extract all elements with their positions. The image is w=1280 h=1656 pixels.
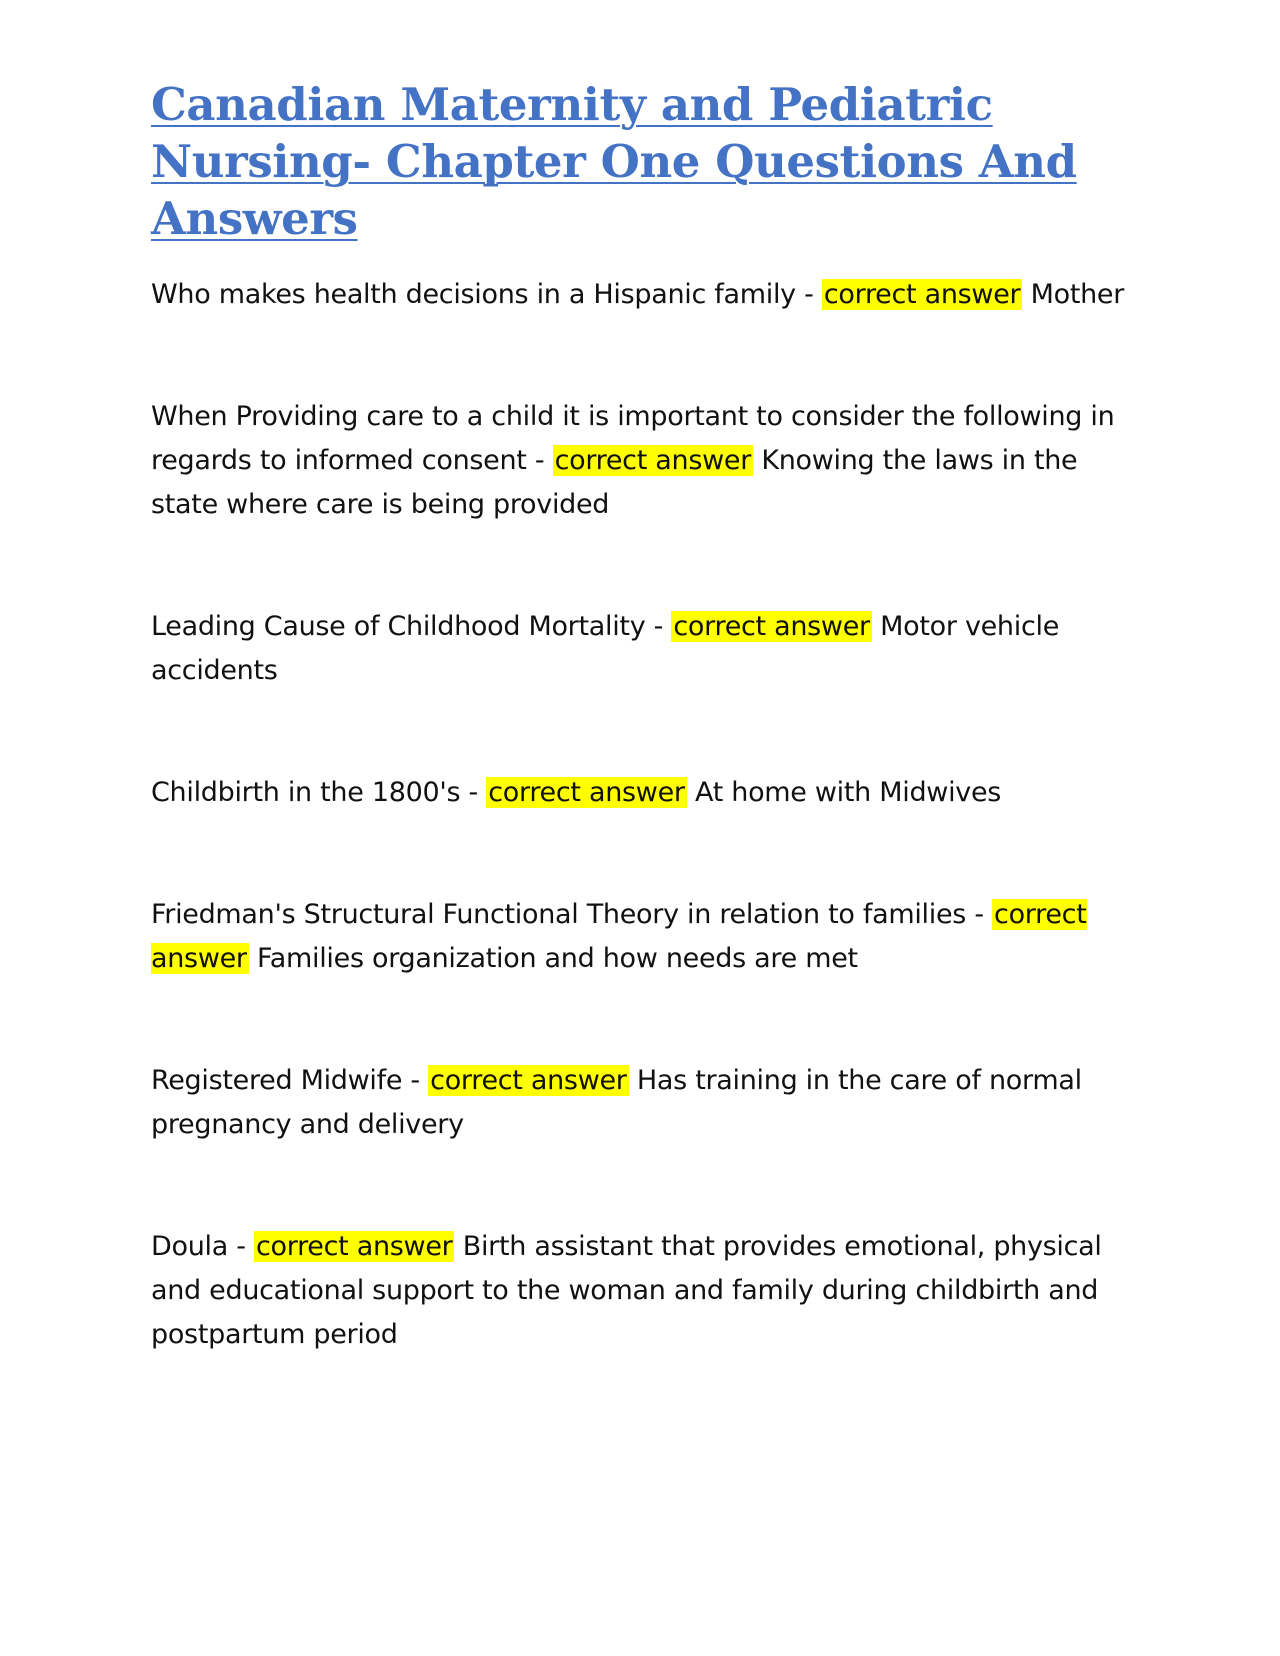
qa-item: [151, 1225, 1131, 1357]
answer-text: Mother: [1030, 279, 1125, 310]
question-text: Who makes health decisions in a Hispanic family: [151, 279, 796, 310]
correct-answer-highlight: correct answer: [430, 1065, 627, 1096]
question-text: Doula: [151, 1231, 228, 1262]
answer-text: At home with Midwives: [695, 777, 1002, 808]
answer-text: Birth assistant that provides emotional, physical and educational support to the woman and family during childbirth and postpartum period: [151, 1231, 1102, 1350]
question-text: Leading Cause of Childhood Mortality: [151, 611, 646, 642]
question-text: When Providing care to a child it is important to consider the following in regards to informed consent: [151, 401, 1115, 476]
correct-answer-highlight: correct answer: [256, 1231, 453, 1262]
qa-item: [151, 1059, 1131, 1147]
qa-item: [151, 273, 1131, 317]
qa-item: [151, 395, 1131, 527]
correct-answer-highlight: correct answer: [151, 899, 1087, 974]
document-title: Canadian Maternity and Pediatric Nursing- Chapter One Questions And Answers: [151, 78, 1077, 245]
correct-answer-highlight: correct answer: [488, 777, 685, 808]
document-body: [151, 76, 1131, 1357]
answer-text: Has training in the care of normal pregnancy and delivery: [151, 1065, 1082, 1140]
question-separator: -: [795, 279, 822, 310]
question-separator: -: [645, 611, 672, 642]
question-text: Friedman's Structural Functional Theory in relation to families: [151, 899, 967, 930]
answer-text: Knowing the laws in the state where care is being provided: [151, 445, 1078, 520]
question-separator: -: [966, 899, 993, 930]
question-separator: -: [402, 1065, 429, 1096]
question-text: Registered Midwife: [151, 1065, 403, 1096]
correct-answer-highlight: correct answer: [823, 279, 1021, 310]
question-separator: -: [460, 777, 487, 808]
question-separator: -: [526, 445, 553, 476]
question-text: Childbirth in the 1800's: [151, 777, 461, 808]
qa-item: [151, 605, 1131, 693]
qa-item: [151, 893, 1131, 981]
question-separator: -: [227, 1231, 254, 1262]
qa-item: [151, 771, 1131, 815]
correct-answer-highlight: correct answer: [673, 611, 870, 642]
answer-text: Families organization and how needs are met: [257, 943, 858, 974]
answer-text: Motor vehicle accidents: [151, 611, 1060, 686]
correct-answer-highlight: correct answer: [554, 445, 752, 476]
